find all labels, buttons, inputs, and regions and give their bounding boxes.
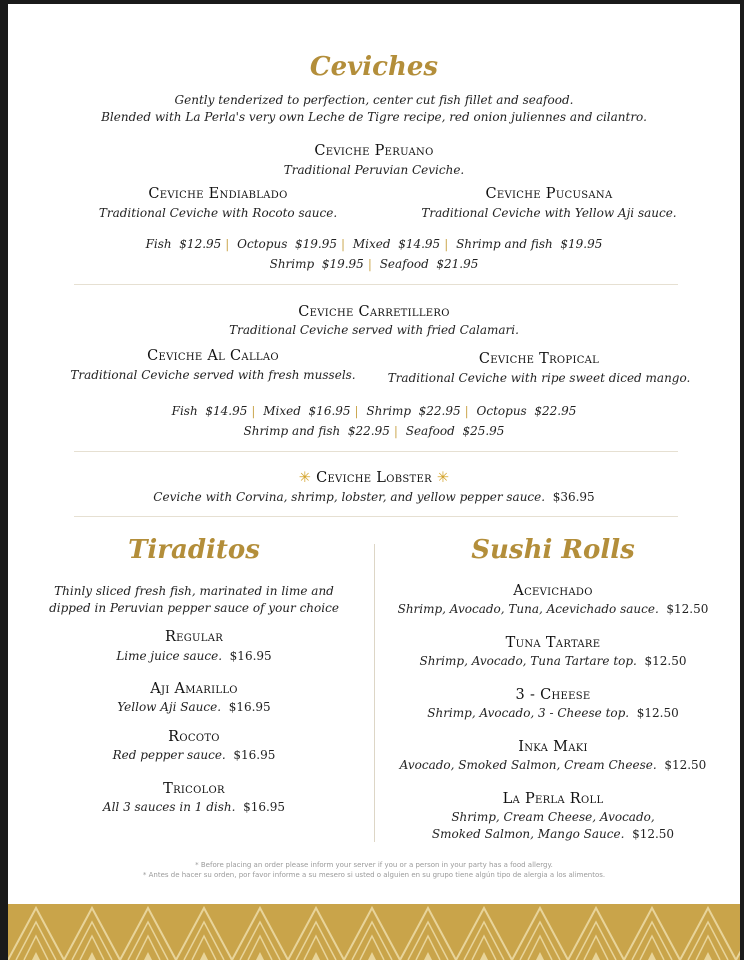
- price-row: Shrimp and fish $22.95 | Seafood $25.95: [243, 424, 505, 438]
- price-value: $22.95: [534, 404, 577, 418]
- ceviche-lobster-label: Ceviche Lobster: [316, 470, 432, 486]
- zigzag-pattern-icon: [8, 904, 740, 960]
- price-value: $14.95: [398, 237, 441, 251]
- tiradito-desc: Red pepper sauce. $16.95: [112, 748, 276, 762]
- divider: [74, 284, 678, 285]
- la-perla-roll-name: La Perla Roll: [502, 791, 604, 807]
- sushi-roll-desc: Shrimp, Avocado, 3 - Cheese top. $12.50: [427, 706, 679, 720]
- price-label: Octopus: [476, 404, 527, 418]
- ceviche-carretillero-desc: Traditional Ceviche served with fried Calamari.: [229, 323, 519, 337]
- tiradito-name: Aji Amarillo: [150, 681, 238, 697]
- ceviche-peruano-desc: Traditional Peruvian Ceviche.: [283, 163, 465, 177]
- lobster-desc-text: Ceviche with Corvina, shrimp, lobster, and yellow pepper sauce.: [153, 490, 546, 504]
- sushi-rolls-title: Sushi Rolls: [471, 535, 635, 565]
- tiraditos-intro-line1: Thinly sliced fresh fish, marinated in lime and: [54, 584, 334, 598]
- asterisk-icon: ✳: [436, 470, 450, 486]
- price-value: $21.95: [436, 257, 479, 271]
- sushi-roll-desc: Shrimp, Avocado, Tuna, Acevichado sauce. $12.50: [397, 602, 709, 616]
- divider: [74, 451, 678, 452]
- sushi-roll-name: Acevichado: [513, 583, 593, 599]
- ceviche-endiablado-name: Ceviche Endiablado: [148, 186, 288, 202]
- tiradito-desc: Lime juice sauce. $16.95: [116, 649, 272, 663]
- divider: [74, 516, 678, 517]
- ceviches-intro-line2: Blended with La Perla's very own Leche de Tigre recipe, red onion juliennes and cilantro.: [101, 110, 647, 124]
- price-value: $25.95: [462, 424, 505, 438]
- lobster-price: $36.95: [552, 490, 595, 504]
- tiradito-name: Rocoto: [168, 729, 220, 745]
- tiradito-desc: Yellow Aji Sauce. $16.95: [117, 700, 271, 714]
- la-perla-roll-desc-line2: Smoked Salmon, Mango Sauce. $12.50: [431, 827, 675, 841]
- la-perla-roll-desc-line1: Shrimp, Cream Cheese, Avocado,: [451, 810, 655, 824]
- ceviche-lobster-desc: [8, 490, 740, 504]
- ceviches-title: Ceviches: [309, 52, 439, 82]
- price-label: Shrimp: [366, 404, 412, 418]
- price-label: Mixed: [352, 237, 391, 251]
- tiradito-name: Regular: [164, 629, 224, 645]
- price-label: Shrimp: [269, 257, 315, 271]
- price-label: Shrimp and fish: [243, 424, 341, 438]
- tiradito-desc: All 3 sauces in 1 dish. $16.95: [102, 800, 286, 814]
- ceviche-lobster-name: [8, 470, 740, 486]
- ceviche-tropical-desc: Traditional Ceviche with ripe sweet diced mango.: [387, 371, 691, 385]
- sushi-roll-name: Inka Maki: [518, 739, 588, 755]
- ceviche-carretillero-name: Ceviche Carretillero: [298, 304, 450, 320]
- price-value: $22.95: [347, 424, 390, 438]
- asterisk-icon: ✳: [298, 470, 312, 486]
- price-value: $12.95: [179, 237, 222, 251]
- tiraditos-title: Tiraditos: [128, 535, 260, 565]
- price-label: Seafood: [379, 257, 429, 271]
- allergy-note-en: * Before placing an order please inform your server if you or a person in your party has a food allergy.: [195, 861, 553, 869]
- ceviches-intro-line1: Gently tenderized to perfection, center cut fish fillet and seafood.: [174, 93, 574, 107]
- price-value: $19.95: [295, 237, 337, 251]
- price-label: Fish: [145, 237, 172, 251]
- ceviche-pucusana-name: Ceviche Pucusana: [485, 186, 613, 202]
- price-value: $19.95: [321, 257, 364, 271]
- price-label: Shrimp and fish: [456, 237, 553, 251]
- price-value: $19.95: [560, 237, 603, 251]
- ceviche-peruano-name: Ceviche Peruano: [314, 143, 434, 159]
- sushi-roll-name: Tuna Tartare: [505, 635, 601, 651]
- price-row: Shrimp $19.95 | Seafood $21.95: [269, 257, 479, 271]
- ceviche-al-callao-desc: Traditional Ceviche served with fresh mussels.: [70, 368, 356, 382]
- column-divider: [374, 544, 375, 842]
- ceviche-tropical-name: Ceviche Tropical: [478, 351, 600, 367]
- price-label: Fish: [171, 404, 198, 418]
- sushi-roll-desc: Shrimp, Avocado, Tuna Tartare top. $12.50: [419, 654, 687, 668]
- menu-page: [8, 4, 740, 960]
- price-value: $22.95: [418, 404, 461, 418]
- price-label: Mixed: [263, 404, 301, 418]
- ceviche-endiablado-desc: Traditional Ceviche with Rocoto sauce.: [98, 206, 338, 220]
- price-label: Octopus: [237, 237, 288, 251]
- price-value: $16.95: [308, 404, 351, 418]
- ceviche-al-callao-name: Ceviche Al Callao: [147, 348, 279, 364]
- allergy-note-es: * Antes de hacer su orden, por favor informe a su mesero si usted o alguien en su grupo tiene algún tipo de alergia a los alimentos.: [142, 871, 606, 879]
- tiraditos-intro-line2: dipped in Peruvian pepper sauce of your choice: [49, 601, 339, 615]
- price-value: $14.95: [205, 404, 248, 418]
- sushi-roll-desc: Avocado, Smoked Salmon, Cream Cheese. $12.50: [399, 758, 707, 772]
- sushi-roll-name: 3 - Cheese: [515, 687, 591, 703]
- tiradito-name: Tricolor: [163, 781, 225, 797]
- price-label: Seafood: [405, 424, 455, 438]
- decorative-pattern-band: [8, 904, 740, 960]
- price-row: Fish $14.95 | Mixed $16.95 | Shrimp $22.95 | Octopus $22.95: [171, 404, 577, 418]
- price-row: Fish $12.95 | Octopus $19.95 | Mixed $14.95 | Shrimp and fish $19.95: [145, 237, 603, 251]
- ceviche-pucusana-desc: Traditional Ceviche with Yellow Aji sauce.: [421, 206, 677, 220]
